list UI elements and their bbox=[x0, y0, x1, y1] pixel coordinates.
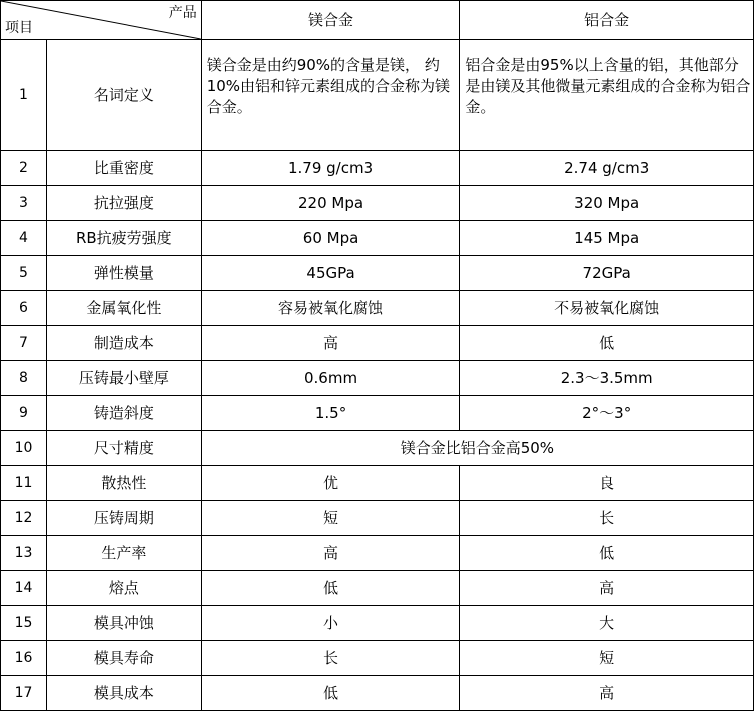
row-item: 制造成本 bbox=[46, 326, 201, 361]
row-item: 抗拉强度 bbox=[46, 186, 201, 221]
header-row bbox=[1, 1, 754, 40]
table-row bbox=[1, 571, 754, 606]
row-item: 熔点 bbox=[46, 571, 201, 606]
table-row bbox=[1, 676, 754, 711]
row-number: 6 bbox=[1, 291, 47, 326]
magnesium-value: 60 Mpa bbox=[201, 221, 460, 256]
table-row bbox=[1, 256, 754, 291]
row-item: 模具冲蚀 bbox=[46, 606, 201, 641]
aluminum-value: 长 bbox=[460, 501, 754, 536]
row-item: 模具寿命 bbox=[46, 641, 201, 676]
header-product-label: 产品 bbox=[168, 5, 197, 21]
magnesium-value: 45GPa bbox=[201, 256, 460, 291]
aluminum-value: 2°～3° bbox=[460, 396, 754, 431]
table-row bbox=[1, 641, 754, 676]
table-row bbox=[1, 326, 754, 361]
aluminum-value: 145 Mpa bbox=[460, 221, 754, 256]
table-row bbox=[1, 186, 754, 221]
magnesium-value: 小 bbox=[201, 606, 460, 641]
row-item: 比重密度 bbox=[46, 151, 201, 186]
table-row bbox=[1, 221, 754, 256]
row-number: 2 bbox=[1, 151, 47, 186]
header-magnesium: 镁合金 bbox=[201, 1, 460, 40]
magnesium-value: 0.6mm bbox=[201, 361, 460, 396]
row-item: 压铸周期 bbox=[46, 501, 201, 536]
row-number: 15 bbox=[1, 606, 47, 641]
aluminum-value: 高 bbox=[460, 676, 754, 711]
aluminum-value: 不易被氧化腐蚀 bbox=[460, 291, 754, 326]
row-item: 铸造斜度 bbox=[46, 396, 201, 431]
aluminum-value: 大 bbox=[460, 606, 754, 641]
row-item: 弹性模量 bbox=[46, 256, 201, 291]
table-row bbox=[1, 396, 754, 431]
magnesium-value: 220 Mpa bbox=[201, 186, 460, 221]
diagonal-header-cell bbox=[1, 1, 202, 40]
aluminum-value: 低 bbox=[460, 326, 754, 361]
row-number: 17 bbox=[1, 676, 47, 711]
row-number: 1 bbox=[1, 40, 47, 151]
magnesium-value: 高 bbox=[201, 536, 460, 571]
magnesium-value: 低 bbox=[201, 571, 460, 606]
row-item: 生产率 bbox=[46, 536, 201, 571]
aluminum-value: 高 bbox=[460, 571, 754, 606]
row-number: 12 bbox=[1, 501, 47, 536]
header-aluminum: 铝合金 bbox=[460, 1, 754, 40]
magnesium-value: 短 bbox=[201, 501, 460, 536]
table-row bbox=[1, 151, 754, 186]
aluminum-value: 320 Mpa bbox=[460, 186, 754, 221]
row-number: 5 bbox=[1, 256, 47, 291]
row-number: 3 bbox=[1, 186, 47, 221]
table-row bbox=[1, 501, 754, 536]
aluminum-value: 72GPa bbox=[460, 256, 754, 291]
aluminum-value: 2.74 g/cm3 bbox=[460, 151, 754, 186]
magnesium-value: 高 bbox=[201, 326, 460, 361]
aluminum-value: 低 bbox=[460, 536, 754, 571]
aluminum-value: 2.3～3.5mm bbox=[460, 361, 754, 396]
magnesium-value: 1.79 g/cm3 bbox=[201, 151, 460, 186]
aluminum-value: 短 bbox=[460, 641, 754, 676]
table-row bbox=[1, 40, 754, 151]
aluminum-value: 良 bbox=[460, 466, 754, 501]
magnesium-value: 优 bbox=[201, 466, 460, 501]
header-item-label: 项目 bbox=[5, 20, 33, 36]
table-row bbox=[1, 466, 754, 501]
row-number: 14 bbox=[1, 571, 47, 606]
magnesium-value: 长 bbox=[201, 641, 460, 676]
merged-value: 镁合金比铝合金高50% bbox=[201, 431, 753, 466]
row-item: 散热性 bbox=[46, 466, 201, 501]
magnesium-definition: 镁合金是由约90%的含量是镁， 约10%由铝和锌元素组成的合金称为镁合金。 bbox=[201, 40, 460, 151]
row-item: 压铸最小壁厚 bbox=[46, 361, 201, 396]
row-number: 11 bbox=[1, 466, 47, 501]
table-row bbox=[1, 291, 754, 326]
row-number: 8 bbox=[1, 361, 47, 396]
row-number: 7 bbox=[1, 326, 47, 361]
row-number: 13 bbox=[1, 536, 47, 571]
magnesium-value: 1.5° bbox=[201, 396, 460, 431]
table-row bbox=[1, 361, 754, 396]
row-number: 4 bbox=[1, 221, 47, 256]
table-row bbox=[1, 606, 754, 641]
table-row bbox=[1, 536, 754, 571]
table-row bbox=[1, 431, 754, 466]
magnesium-value: 容易被氧化腐蚀 bbox=[201, 291, 460, 326]
row-number: 10 bbox=[1, 431, 47, 466]
row-item: 模具成本 bbox=[46, 676, 201, 711]
magnesium-value: 低 bbox=[201, 676, 460, 711]
row-item: 金属氧化性 bbox=[46, 291, 201, 326]
aluminum-definition: 铝合金是由95%以上含量的铝，其他部分是由镁及其他微量元素组成的合金称为铝合金。 bbox=[460, 40, 754, 151]
row-item: RB抗疲劳强度 bbox=[46, 221, 201, 256]
row-number: 9 bbox=[1, 396, 47, 431]
row-number: 16 bbox=[1, 641, 47, 676]
row-item: 名词定义 bbox=[46, 40, 201, 151]
row-item: 尺寸精度 bbox=[46, 431, 201, 466]
